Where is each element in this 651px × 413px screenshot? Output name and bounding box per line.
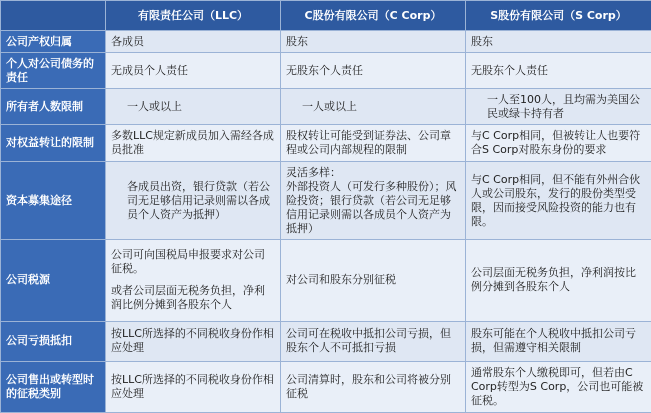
cell-scorp <box>466 240 651 321</box>
cell-text: 各成员 <box>111 34 144 48</box>
cell-text: 一人至100人，且均需为美国公民或绿卡持有者 <box>487 92 640 120</box>
cell-ccorp <box>281 31 466 53</box>
cell-text: 按LLC所选择的不同税收身份作相应处理 <box>111 373 274 401</box>
table-row <box>1 31 651 53</box>
cell-ccorp <box>281 125 466 162</box>
row-label-liability: 个人对公司债务的责任 <box>1 53 106 89</box>
row-label-capital-raising: 资本募集途径 <box>1 162 106 240</box>
cell-text: 公司清算时，股东和公司将被分别征税 <box>286 373 451 401</box>
cell-text: 股东 <box>286 34 308 48</box>
header-corner <box>1 1 106 31</box>
table-row <box>1 362 651 413</box>
row-label-transfer-limits: 对权益转让的限制 <box>1 125 106 162</box>
cell-text: 无成员个人责任 <box>111 63 188 77</box>
header-ccorp: C股份有限公司（C Corp） <box>281 1 466 31</box>
cell-ccorp <box>281 88 466 125</box>
cell-scorp <box>466 125 651 162</box>
cell-text: 各成员出资，银行贷款（若公司无足够信用记录则需以各成员个人资产为抵押） <box>127 179 270 221</box>
cell-llc <box>106 362 281 413</box>
table-row <box>1 88 651 125</box>
row-label-loss-deduction: 公司亏损抵扣 <box>1 321 106 362</box>
cell-llc <box>106 162 281 240</box>
cell-text: 或者公司层面无税务负担，净利润比例分摊到各股东个人 <box>111 284 265 312</box>
cell-text: 灵活多样： <box>286 165 341 179</box>
cell-text: 多数LLC规定新成员加入需经各成员批准 <box>111 129 274 157</box>
cell-text: 按LLC所选择的不同税收身份作相应处理 <box>111 327 274 355</box>
row-label-sale-conversion-tax: 公司售出或转型时的征税类别 <box>1 362 106 413</box>
table-row <box>1 53 651 89</box>
cell-scorp <box>466 88 651 125</box>
cell-text: 一人或以上 <box>127 99 182 113</box>
cell-text: 公司可向国税局申报要求对公司征税。 <box>111 248 265 276</box>
cell-ccorp <box>281 162 466 240</box>
header-row <box>1 1 651 31</box>
header-llc: 有限责任公司（LLC） <box>106 1 281 31</box>
cell-scorp <box>466 321 651 362</box>
cell-ccorp <box>281 240 466 321</box>
cell-llc <box>106 31 281 53</box>
table-row <box>1 125 651 162</box>
cell-llc <box>106 88 281 125</box>
cell-text: 股东可能在个人税收中抵扣公司亏损，但需遵守相关限制 <box>471 327 636 355</box>
cell-text: 通常股东个人缴税即可，但若由C Corp转型为S Corp，公司也可能被征税。 <box>471 366 644 408</box>
table-row <box>1 321 651 362</box>
cell-text: 公司层面无税务负担，净利润按比例分摊到各股东个人 <box>471 266 636 294</box>
table-row <box>1 240 651 321</box>
cell-scorp <box>466 31 651 53</box>
row-label-owner-count: 所有者人数限制 <box>1 88 106 125</box>
cell-text: 无股东个人责任 <box>286 63 363 77</box>
cell-text: 与C Corp相同，但不能有外州合伙人或公司股东，发行的股份类型受限，因而接受风险投资的能力也有限。 <box>471 172 641 228</box>
cell-ccorp <box>281 321 466 362</box>
row-label-tax-source: 公司税源 <box>1 240 106 321</box>
table-row <box>1 162 651 240</box>
cell-scorp <box>466 362 651 413</box>
cell-text: 无股东个人责任 <box>471 63 548 77</box>
cell-scorp <box>466 53 651 89</box>
cell-text: 对公司和股东分别征税 <box>286 273 396 287</box>
cell-llc <box>106 321 281 362</box>
header-scorp: S股份有限公司（S Corp） <box>466 1 651 31</box>
cell-llc <box>106 53 281 89</box>
cell-scorp <box>466 162 651 240</box>
cell-text: 一人或以上 <box>302 99 357 113</box>
cell-text: 公司可在税收中抵扣公司亏损，但股东个人不可抵扣亏损 <box>286 327 451 355</box>
cell-text: 外部投资人（可发行多种股份）；风险投资；银行贷款（若公司无足够信用记录则需以各成员个人资产为抵押） <box>286 179 457 235</box>
cell-ccorp <box>281 362 466 413</box>
cell-text: 与C Corp相同，但被转让人也要符合S Corp对股东身份的要求 <box>471 129 641 157</box>
cell-text: 股权转让可能受到证券法、公司章程或公司内部规程的限制 <box>286 129 451 157</box>
cell-ccorp <box>281 53 466 89</box>
cell-llc <box>106 240 281 321</box>
cell-llc <box>106 125 281 162</box>
row-label-ownership: 公司产权归属 <box>1 31 106 53</box>
cell-text: 股东 <box>471 34 493 48</box>
